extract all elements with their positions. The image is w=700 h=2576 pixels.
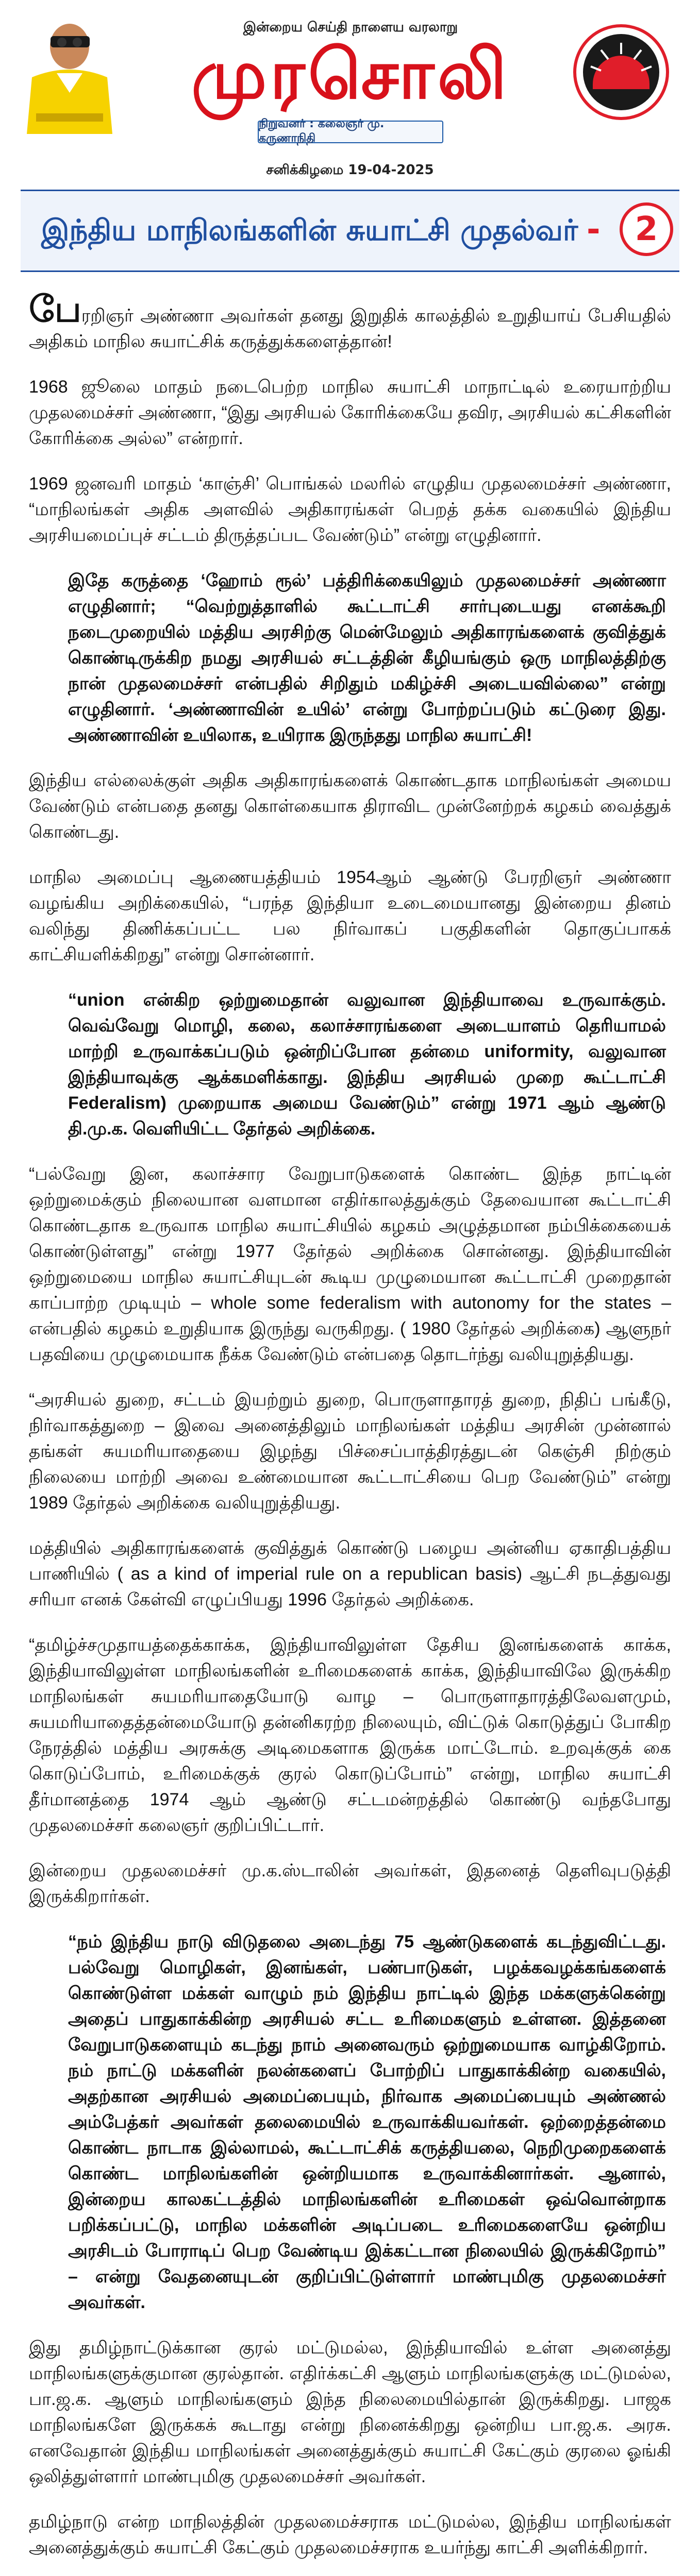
founder-portrait [21, 15, 119, 137]
body-paragraph: “தமிழ்ச்சமுதாயத்தைக்காக்க, இந்தியாவிலுள்ள தேசிய இனங்களைக் காக்க, இந்தியாவிலுள்ள மாநிலங்களின் உரிமைகளைக் காக்க, இந்தியாவிலே இருக்கிற மாநிலங்கள் சுயமரியாதையோடு வாழ – பொருளாதாரத்திலேவளமும், சுயமரியாதைத்தன்மையோடு தன்னிகரற்ற நிலையும், விட்டுக் கொடுத்துப் போகிற நேரத்தில் மத்திய அரசுக்கு அடிமைகளாக இருக்க மாட்டோம். உறவுக்குக் கை கொடுப்போம், உரிமைக்குக் குரல் கொடுப்போம்” என்று, மாநில சுயாட்சி தீர்மானத்தை 1974 ஆம் ஆண்டு சட்டமன்றத்தில் கொண்டு வந்தபோது முதலமைச்சர் கலைஞர் குறிப்பிட்டார். [29, 1635, 671, 1835]
body-paragraph: “பல்வேறு இன, கலாச்சார வேறுபாடுகளைக் கொண்ட இந்த நாட்டின் ஒற்றுமைக்கும் நிலையான வளமான எதிர்காலத்துக்கும் தேவையான கூட்டாட்சி கொண்டதாக உருவாக மாநில சுயாட்சியில் கழகம் அழுத்தமான நம்பிக்கையைக் கொண்டுள்ளது” என்று 1977 தேர்தல் அறிக்கை சொன்னது. இந்தியாவின் ஒற்றுமையை மாநில சுயாட்சியுடன் கூடிய முழுமையான கூட்டாட்சி முறைதான் காப்பாற்ற முடியும் – whole some federalism with autonomy for the states – என்பதில் கழகம் உறுதியாக இருந்து வருகிறது. ( 1980 தேர்தல் அறிக்கை) ஆளுநர் பதவியை முழுமையாக நீக்க வேண்டும் என்பதை தொடர்ந்து வலியுறுத்தியது. [29, 1164, 671, 1364]
body-paragraph: இன்றைய முதலமைச்சர் மு.க.ஸ்டாலின் அவர்கள், இதனைத் தெளிவுபடுத்தி இருக்கிறார்கள். [29, 1861, 671, 1906]
founder-line: நிறுவனர் : கலைஞர் மு. கருணாநிதி [258, 121, 443, 143]
publication-date: சனிக்கிழமை 19-04-2025 [266, 162, 434, 178]
body-paragraph: “அரசியல் துறை, சட்டம் இயற்றும் துறை, பொருளாதாரத் துறை, நிதிப் பங்கீடு, நிர்வாகத்துறை – இவை அனைத்திலும் மாநிலங்கள் மத்திய அரசின் முன்னால் தங்கள் சுயமரியாதையை இழந்து பிச்சைப்பாத்திரத்துடன் கெஞ்சி நிற்கும் நிலையை மாற்றி அவை உண்மையான கூட்டாட்சியை பெற வேண்டும்” என்று 1989 தேர்தல் அறிக்கை வலியுறுத்தியது. [29, 1390, 671, 1513]
part-number-badge: 2 [620, 202, 673, 256]
body-paragraph: மாநில அமைப்பு ஆணையத்தியம் 1954ஆம் ஆண்டு பேரறிஞர் அண்ணா வழங்கிய அறிக்கையில், “பரந்த இந்தியா உடைமையானது இன்றைய தினம் வலிந்து திணிக்கப்பட்ட பல நிர்வாகப் பகுதிகளின் தொகுப்பாகக் காட்சியளிக்கிறது” என்று சொன்னார். [29, 868, 671, 964]
body-paragraph: 1968 ஜூலை மாதம் நடைபெற்ற மாநில சுயாட்சி மாநாட்டில் உரையாற்றிய முதலமைச்சர் அண்ணா, “இது அரசியல் கோரிக்கையே தவிர, அரசியல் கட்சிகளின் கோரிக்கை அல்ல” என்றார். [29, 377, 671, 448]
quote-paragraph: இதே கருத்தை ‘ஹோம் ரூல்’ பத்திரிக்கையிலும் முதலமைச்சர் அண்ணா எழுதினார்; “வெற்றுத்தாளில் கூட்டாட்சி சார்புடையது எனக்கூறி நடைமுறையில் மத்திய அரசிற்கு மென்மேலும் அதிகாரங்களைக் குவித்துக் கொண்டிருக்கிற நமது அரசியல் சட்டத்தின் கீழியங்கும் ஒரு மாநிலத்திற்கு நான் முதலமைச்சர் என்பதில் சிறிதும் மகிழ்ச்சி அடையவில்லை” என்று எழுதினார். ‘அண்ணாவின் உயில்’ என்று போற்றப்படும் கட்டுரை இது. அண்ணாவின் உயிலாக, உயிராக இருந்தது மாநில சுயாட்சி! [68, 571, 666, 745]
body-paragraph: 1969 ஜனவரி மாதம் ‘காஞ்சி’ பொங்கல் மலரில் எழுதிய முதலமைச்சர் அண்ணா, “மாநிலங்கள் அதிக அளவில் அதிகாரங்கள் பெறத் தக்க வகையில் இந்திய அரசியமைப்புச் சட்டம் திருத்தப்பட வேண்டும்” என்று எழுதினார். [29, 474, 671, 545]
body-paragraph: தமிழ்நாடு என்ற மாநிலத்தின் முதலமைச்சராக மட்டுமல்ல, இந்திய மாநிலங்கள் அனைத்துக்கும் சுயாட்சி கேட்கும் முதலமைச்சராக உயர்ந்து காட்சி அளிக்கிறார். [29, 2512, 671, 2557]
tagline: இன்றைய செய்தி நாளைய வரலாறு [243, 20, 458, 35]
quote-paragraph: “union என்கிற ஒற்றுமைதான் வலுவான இந்தியாவை உருவாக்கும். வெவ்வேறு மொழி, கலை, கலாச்சாரங்களை அடையாளம் தெரியாமல் மாற்றி உருவாக்கப்படும் ஒன்றிப்போன தன்மை uniformity, வலுவான இந்தியாவுக்கு ஆக்கமளிக்காது. இந்திய அரசியல் முறை கூட்டாட்சி Federalism) முறையாக அமைய வேண்டும்” என்று 1971 ஆம் ஆண்டு தி.மு.க. வெளியிட்ட தேர்தல் அறிக்கை. [68, 990, 666, 1139]
quote-paragraph: “நம் இந்திய நாடு விடுதலை அடைந்து 75 ஆண்டுகளைக் கடந்துவிட்டது. பல்வேறு மொழிகள், இனங்கள், பண்பாடுகள், பழக்கவழக்கங்களைக் கொண்டுள்ள மக்கள் வாழும் நம் இந்திய நாட்டில் இந்த மக்களுக்கென்று அதைப் பாதுகாக்கின்ற அரசியல் சட்ட உரிமைகளும் உள்ளன. இத்தனை வேறுபாடுகளையும் கடந்து நாம் அனைவரும் ஒற்றுமையாக வாழ்கிறோம். நம் நாட்டு மக்களின் நலன்களைப் போற்றிப் பாதுகாக்கின்ற வகையில், அதற்கான அரசியல் அமைப்பையும், நிர்வாக அமைப்பையும் அண்ணல் அம்பேத்கர் அவர்கள் தலைமையில் உருவாக்கியவர்கள். ஒற்றைத்தன்மை கொண்ட நாடாக இல்லாமல், கூட்டாட்சிக் கருத்தியலை, நெறிமுறைகளைக் கொண்ட மாநிலங்களின் ஒன்றியமாக உருவாக்கினார்கள். ஆனால், இன்றைய காலகட்டத்தில் மாநிலங்களின் உரிமைகள் ஒவ்வொன்றாக பறிக்கப்பட்டு, மாநில மக்களின் அடிப்படை உரிமைகளையே ஒன்றிய அரசிடம் போராடிப் பெற வேண்டிய இக்கட்டான நிலையில் இருக்கிறோம்” – என்று வேதனையுடன் குறிப்பிட்டுள்ளார் மாண்புமிகு முதலமைச்சர் அவர்கள். [68, 1932, 666, 2312]
masthead [0, 0, 700, 159]
article-title: இந்திய மாநிலங்களின் சுயாட்சி முதல்வர் [41, 214, 578, 247]
body-paragraph: இந்திய எல்லைக்குள் அதிக அதிகாரங்களைக் கொண்டதாக மாநிலங்கள் அமைய வேண்டும் என்பதை தனது கொள்கையாக திராவிட முன்னேற்றக் கழகம் வைத்துக் கொண்டது. [29, 771, 671, 842]
newspaper-nameplate: முரசொலி [191, 35, 510, 114]
body-paragraph: பேரறிஞர் அண்ணா அவர்கள் தனது இறுதிக் காலத்தில் உறுதியாய் பேசியதில் அதிகம் மாநில சுயாட்சிக் கருத்துக்களைத்தான்! [29, 289, 671, 351]
body-paragraph: இது தமிழ்நாட்டுக்கான குரல் மட்டுமல்ல, இந்தியாவில் உள்ள அனைத்து மாநிலங்களுக்குமான குரல்தான். எதிர்க்கட்சி ஆளும் மாநிலங்களுக்கு மட்டுமல்ல, பா.ஜ.க. ஆளும் மாநிலங்களும் இந்த நிலைமையில்தான் இருக்கிறது. பாஜக மாநிலங்களே இருக்கக் கூடாது என்று நினைக்கிறது ஒன்றிய பா.ஜ.க. அரசு. எனவேதான் இந்திய மாநிலங்கள் அனைத்துக்கும் சுயாட்சி கேட்கும் குரலை ஓங்கி ஒலித்துள்ளார் மாண்புமிகு முதலமைச்சர் அவர்கள். [29, 2338, 671, 2486]
title-dash: - [587, 211, 601, 249]
body-paragraph: மத்தியில் அதிகாரங்களைக் குவித்துக் கொண்டு பழைய அன்னிய ஏகாதிபத்திய பாணியில் ( as a kind of imperial rule on a republican basis) ஆட்சி நடத்துவது சரியா எனக் கேள்வி எழுப்பியது 1996 தேர்தல் அறிக்கை. [29, 1538, 671, 1609]
rising-sun-emblem-icon [572, 23, 670, 121]
article-title-band [21, 190, 679, 272]
article-body [29, 289, 671, 2576]
